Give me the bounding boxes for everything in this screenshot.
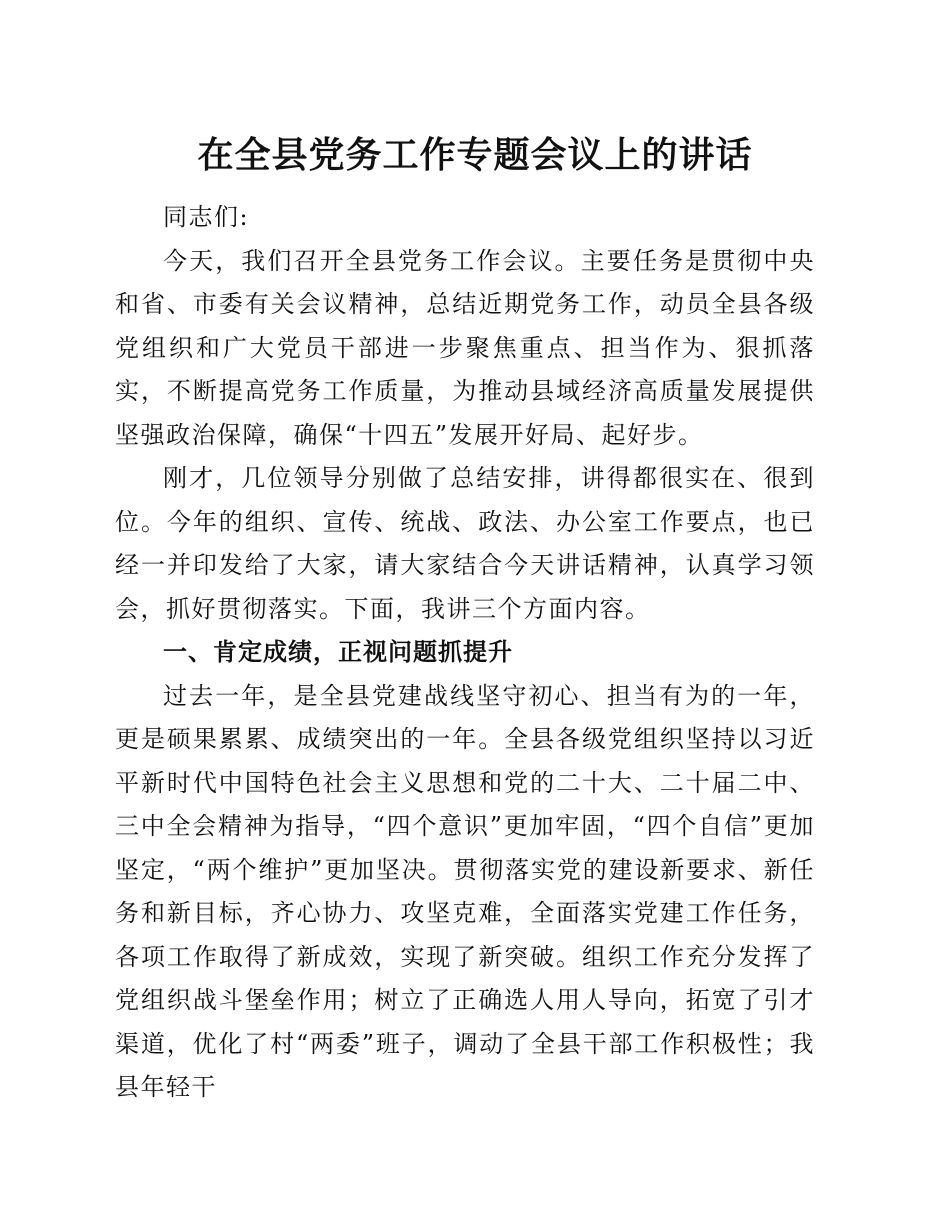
- document-body: [115, 196, 815, 1110]
- summary-paragraph: 刚才，几位领导分别做了总结安排，讲得都很实在、很到位。今年的组织、宣传、统战、政法、办公室工作要点，也已经一并印发给了大家，请大家结合今天讲话精神，认真学习领会，抓好贯彻落实。下面，我讲三个方面内容。: [115, 464, 815, 623]
- achievements-paragraph: 过去一年，是全县党建战线坚守初心、担当有为的一年，更是硕果累累、成绩突出的一年。全县各级党组织坚持以习近平新时代中国特色社会主义思想和党的二十大、二十届二中、三中全会精神为指导，“四个意识”更加牢固，“四个自信”更加坚定，“两个维护”更加坚决。贯彻落实党的建设新要求、新任务和新目标，齐心协力、攻坚克难，全面落实党建工作任务，各项工作取得了新成效，实现了新突破。组织工作充分发挥了党组织战斗堡垒作用；树立了正确选人用人导向，拓宽了引才渠道，优化了村“两委”班子，调动了全县干部工作积极性；我县年轻干: [115, 681, 815, 1101]
- section-heading: 一、肯定成绩，正视问题抓提升: [163, 638, 513, 666]
- document-title: 在全县党务工作专题会议上的讲话: [197, 134, 753, 176]
- intro-paragraph: 今天，我们召开全县党务工作会议。主要任务是贯彻中央和省、市委有关会议精神，总结近期党务工作，动员全县各级党组织和广大党员干部进一步聚焦重点、担当作为、狠抓落实，不断提高党务工作质量，为推动县域经济高质量发展提供坚强政治保障，确保“十四五”发展开好局、起好步。: [115, 246, 815, 449]
- salutation-paragraph: 同志们:: [163, 203, 250, 231]
